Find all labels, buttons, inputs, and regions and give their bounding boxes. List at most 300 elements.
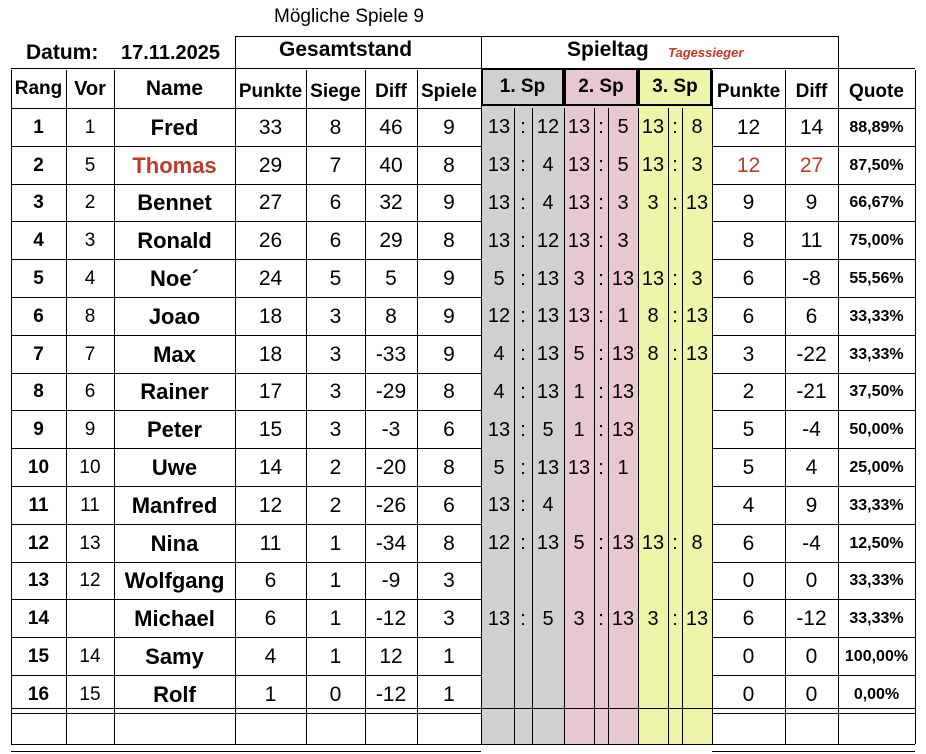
cell-diff: 46 <box>379 115 403 139</box>
cell-g2a: 3 <box>573 607 585 630</box>
cell-siege: 1 <box>329 607 342 631</box>
cell-vor: 10 <box>79 457 101 479</box>
cell-name: Nina <box>150 530 199 556</box>
cell-tp: 12 <box>736 153 761 177</box>
cell-tp: 0 <box>742 645 755 669</box>
cell-diff: 8 <box>385 304 397 328</box>
row-line <box>11 184 481 185</box>
cell-punkte: 6 <box>264 607 277 631</box>
score-separator: : <box>520 532 526 555</box>
score-separator: : <box>520 191 526 214</box>
header-tag-punkte: Punkte <box>716 81 781 102</box>
cell-name: Rainer <box>140 379 209 405</box>
cell-diff: -12 <box>375 607 407 631</box>
cell-rang: 1 <box>33 116 44 138</box>
cell-quote: 75,00% <box>849 232 904 250</box>
col-line <box>114 70 115 744</box>
cell-g2b: 13 <box>611 418 635 441</box>
cell-rang: 4 <box>33 230 44 252</box>
cell-siege: 6 <box>329 229 342 253</box>
cell-g1a: 13 <box>487 116 511 139</box>
cell-punkte: 29 <box>258 153 283 177</box>
cell-g1b: 12 <box>536 116 560 139</box>
cell-vor: 1 <box>84 116 96 138</box>
cell-g3b <box>682 374 712 412</box>
cell-g1b: 13 <box>536 305 560 328</box>
col-line <box>481 36 482 744</box>
cell-td: 0 <box>805 645 818 669</box>
cell-g3a: 8 <box>647 305 659 328</box>
cell-name: Bennet <box>137 190 212 216</box>
cell-rang: 2 <box>33 154 44 176</box>
cell-punkte: 6 <box>264 569 277 593</box>
score-separator: : <box>520 305 526 328</box>
col-line <box>11 70 12 744</box>
cell-td: 9 <box>805 191 818 215</box>
col-line <box>365 70 366 744</box>
cell-g2a <box>564 487 594 525</box>
cell-siege: 5 <box>329 267 342 291</box>
cell-punkte: 4 <box>264 645 277 669</box>
score-col-line <box>608 108 609 744</box>
cell-g1a: 13 <box>487 154 511 177</box>
row-line <box>712 373 915 374</box>
cell-vor: 4 <box>84 268 96 290</box>
cell-name: Joao <box>148 303 201 329</box>
cell-vor: 8 <box>84 305 96 327</box>
row-line <box>11 486 481 487</box>
cell-g2a: 1 <box>573 380 585 403</box>
score-separator: : <box>598 229 604 252</box>
cell-punkte: 1 <box>264 682 277 706</box>
cell-quote: 12,50% <box>849 534 904 552</box>
cell-g3a: 13 <box>641 267 665 290</box>
cell-siege: 3 <box>329 342 342 366</box>
cell-g3a: 3 <box>647 607 659 630</box>
cell-tp: 8 <box>742 229 755 253</box>
cell-siege: 3 <box>329 304 342 328</box>
header-vor: Vor <box>74 77 106 100</box>
cell-vor: 7 <box>84 343 96 365</box>
cell-g1b: 13 <box>536 380 560 403</box>
cell-g1b: 12 <box>536 229 560 252</box>
cell-g1b <box>532 638 564 676</box>
cell-vor: 15 <box>79 683 101 705</box>
cell-punkte: 14 <box>258 456 283 480</box>
cell-spiele: 9 <box>443 304 455 328</box>
cell-g1b: 4 <box>542 494 554 517</box>
row-line <box>712 448 915 449</box>
cell-g2b: 13 <box>611 343 635 366</box>
score-separator: : <box>598 380 604 403</box>
cell-g3a: 13 <box>641 154 665 177</box>
cell-td: 0 <box>805 682 818 706</box>
cell-g1b: 13 <box>536 267 560 290</box>
cell-tp: 4 <box>742 493 755 517</box>
cell-g3b: 13 <box>685 305 709 328</box>
cell-g3b: 13 <box>685 343 709 366</box>
cell-siege: 1 <box>329 645 342 669</box>
cell-g1a: 13 <box>487 191 511 214</box>
cell-g1a: 5 <box>493 267 505 290</box>
cell-vor: 2 <box>84 192 96 214</box>
cell-vor: 14 <box>79 646 101 668</box>
header-siege: Siege <box>310 81 361 102</box>
cell-diff: 32 <box>379 191 403 215</box>
spieltag-title: Spieltag <box>567 38 649 61</box>
cell-td: 11 <box>800 229 823 253</box>
cell-punkte: 17 <box>258 380 283 404</box>
cell-name: Max <box>153 341 196 367</box>
cell-spiele: 3 <box>443 569 455 593</box>
row-line <box>712 713 915 714</box>
header-top-line <box>11 68 915 69</box>
score-col-line <box>638 108 639 744</box>
row-line <box>11 637 481 638</box>
cell-g3a <box>638 222 668 260</box>
score-separator: : <box>520 343 526 366</box>
cell-diff: 12 <box>379 645 403 669</box>
col-line <box>417 70 418 744</box>
cell-g3b: 3 <box>691 154 703 177</box>
cell-name: Noe´ <box>150 266 199 292</box>
cell-g1a: 13 <box>487 607 511 630</box>
cell-g3b <box>682 449 712 487</box>
cell-quote: 33,33% <box>849 610 904 628</box>
cell-rang: 11 <box>28 494 49 516</box>
cell-tp: 2 <box>742 380 755 404</box>
score-separator: : <box>520 456 526 479</box>
cell-name: Wolfgang <box>124 568 225 594</box>
score-separator: : <box>520 229 526 252</box>
cell-spiele: 8 <box>443 380 455 404</box>
row-line <box>11 708 915 709</box>
cell-g2b: 13 <box>611 267 635 290</box>
cell-g2b: 13 <box>611 380 635 403</box>
cell-vor: 9 <box>84 419 96 441</box>
cell-g1a: 12 <box>487 532 511 555</box>
cell-tp: 6 <box>742 531 755 555</box>
col-line <box>306 70 307 744</box>
cell-rang: 9 <box>33 419 44 441</box>
cell-siege: 8 <box>329 115 342 139</box>
cell-g3b <box>682 563 712 601</box>
header-spiele: Spiele <box>421 81 477 102</box>
cell-g1a: 13 <box>487 229 511 252</box>
row-line <box>11 448 481 449</box>
cell-diff: -29 <box>375 380 407 404</box>
cell-g3a: 8 <box>647 343 659 366</box>
cell-g2b: 1 <box>617 305 629 328</box>
header-quote: Quote <box>849 81 904 102</box>
cell-g2b: 3 <box>617 191 629 214</box>
cell-diff: 29 <box>379 229 403 253</box>
cell-td: 14 <box>799 115 824 139</box>
cell-g2a <box>564 563 594 601</box>
cell-diff: -12 <box>375 682 407 706</box>
cell-rang: 12 <box>27 532 50 554</box>
cell-g2a: 3 <box>573 267 585 290</box>
cell-g2b <box>608 563 638 601</box>
cell-g2a: 13 <box>567 154 591 177</box>
cell-td: -22 <box>796 342 827 366</box>
cell-td: 9 <box>805 493 818 517</box>
row-line <box>712 108 915 109</box>
cell-spiele: 1 <box>443 682 455 706</box>
score-col-line <box>682 108 683 744</box>
cell-g1b <box>532 563 564 601</box>
cell-g3a <box>638 411 668 449</box>
cell-g3b: 13 <box>685 607 709 630</box>
cell-vor: 13 <box>79 532 101 554</box>
cell-g3a <box>638 563 668 601</box>
cell-tp: 5 <box>742 456 755 480</box>
cell-spiele: 9 <box>443 342 455 366</box>
cell-g1a: 13 <box>487 418 511 441</box>
cell-quote: 37,50% <box>849 383 904 401</box>
cell-tp: 3 <box>742 342 755 366</box>
cell-punkte: 27 <box>258 191 283 215</box>
cell-name: Thomas <box>132 152 217 178</box>
gesamtstand-title: Gesamtstand <box>279 38 413 61</box>
row-line <box>712 751 915 752</box>
cell-g2a: 13 <box>567 116 591 139</box>
cell-diff: -34 <box>375 531 407 555</box>
header-game2: 2. Sp <box>564 68 638 106</box>
cell-quote: 0,00% <box>853 685 900 703</box>
cell-rang: 3 <box>33 192 44 214</box>
cell-g2b <box>608 487 638 525</box>
header-game3: 3. Sp <box>638 68 712 106</box>
cell-diff: 40 <box>379 153 403 177</box>
row-line <box>712 562 915 563</box>
datum-value: 17.11.2025 <box>121 42 220 64</box>
cell-g3b <box>682 411 712 449</box>
score-separator: : <box>520 607 526 630</box>
cell-td: 4 <box>805 456 818 480</box>
row-line <box>712 410 915 411</box>
row-line <box>11 675 481 676</box>
cell-quote: 55,56% <box>849 270 904 288</box>
cell-quote: 88,89% <box>849 118 904 136</box>
cell-g3a <box>638 449 668 487</box>
cell-g1b: 4 <box>542 191 554 214</box>
score-separator: : <box>520 494 526 517</box>
cell-spiele: 8 <box>443 153 455 177</box>
cell-punkte: 24 <box>258 267 283 291</box>
cell-g1a: 13 <box>487 494 511 517</box>
cell-g1b: 4 <box>542 154 554 177</box>
title-top-line <box>235 36 839 37</box>
cell-spiele: 9 <box>443 191 455 215</box>
cell-rang: 10 <box>27 457 50 479</box>
caption: Mögliche Spiele 9 <box>274 6 424 27</box>
cell-quote: 25,00% <box>849 459 904 477</box>
cell-rang: 13 <box>27 570 50 592</box>
col-line <box>785 70 786 744</box>
cell-diff: -20 <box>375 456 407 480</box>
cell-tp: 6 <box>742 304 755 328</box>
cell-td: -8 <box>802 267 821 291</box>
score-separator: : <box>520 154 526 177</box>
cell-rang: 7 <box>33 343 44 365</box>
cell-g1a: 12 <box>487 305 511 328</box>
cell-td: 0 <box>805 569 818 593</box>
col-line <box>66 70 67 744</box>
row-line <box>712 335 915 336</box>
cell-punkte: 26 <box>258 229 283 253</box>
cell-spiele: 8 <box>443 456 455 480</box>
cell-g1a: 4 <box>493 380 505 403</box>
cell-siege: 7 <box>329 153 342 177</box>
cell-g2a: 13 <box>567 305 591 328</box>
header-punkte: Punkte <box>238 81 303 102</box>
cell-tp: 6 <box>742 607 755 631</box>
row-line <box>11 146 481 147</box>
row-line <box>11 221 481 222</box>
score-separator: : <box>598 191 604 214</box>
cell-rang: 15 <box>27 646 50 668</box>
cell-rang: 8 <box>33 381 44 403</box>
cell-vor: 6 <box>84 381 96 403</box>
cell-spiele: 8 <box>443 229 455 253</box>
cell-tp: 6 <box>742 267 755 291</box>
row-line <box>11 108 481 109</box>
cell-td: -4 <box>802 531 821 555</box>
cell-tp: 9 <box>742 191 755 215</box>
score-col-line <box>594 108 595 744</box>
cell-g2b: 3 <box>617 229 629 252</box>
cell-diff: 5 <box>385 267 397 291</box>
cell-td: 6 <box>805 304 818 328</box>
score-separator: : <box>598 607 604 630</box>
score-separator: : <box>598 418 604 441</box>
score-separator: : <box>672 305 678 328</box>
score-separator: : <box>598 154 604 177</box>
score-col-line <box>514 108 515 744</box>
cell-g3a <box>638 374 668 412</box>
cell-rang: 16 <box>27 683 50 705</box>
cell-quote: 100,00% <box>844 648 909 666</box>
score-separator: : <box>520 267 526 290</box>
row-line <box>712 259 915 260</box>
cell-vor: 5 <box>84 154 96 176</box>
cell-g3a <box>638 638 668 676</box>
cell-g3a: 13 <box>641 532 665 555</box>
header-rang: Rang <box>14 78 63 99</box>
score-separator: : <box>672 532 678 555</box>
cell-g3b: 13 <box>685 191 709 214</box>
score-separator: : <box>598 116 604 139</box>
score-separator: : <box>598 267 604 290</box>
cell-g2b <box>608 638 638 676</box>
col-line <box>712 70 713 744</box>
cell-g2a: 5 <box>573 532 585 555</box>
cell-rang: 5 <box>33 268 44 290</box>
cell-siege: 3 <box>329 380 342 404</box>
tagessieger-label: Tagessieger <box>668 45 744 60</box>
score-separator: : <box>520 116 526 139</box>
cell-siege: 2 <box>329 456 342 480</box>
cell-diff: -9 <box>381 569 401 593</box>
score-separator: : <box>672 116 678 139</box>
row-line <box>712 599 915 600</box>
cell-g2a: 13 <box>567 191 591 214</box>
cell-quote: 33,33% <box>849 496 904 514</box>
cell-spiele: 1 <box>443 645 455 669</box>
cell-diff: -26 <box>375 493 407 517</box>
cell-spiele: 6 <box>443 418 455 442</box>
score-separator: : <box>598 305 604 328</box>
cell-g3b: 8 <box>691 532 703 555</box>
cell-quote: 50,00% <box>849 421 904 439</box>
cell-g1b: 13 <box>536 532 560 555</box>
cell-td: 27 <box>799 153 824 177</box>
score-separator: : <box>598 532 604 555</box>
cell-g1b: 5 <box>542 418 554 441</box>
cell-punkte: 18 <box>258 304 283 328</box>
score-col-line <box>668 108 669 744</box>
row-line <box>11 335 481 336</box>
cell-siege: 0 <box>329 682 342 706</box>
row-line <box>11 297 481 298</box>
cell-spiele: 3 <box>443 607 455 631</box>
cell-siege: 2 <box>329 493 342 517</box>
cell-g2b: 5 <box>617 154 629 177</box>
score-separator: : <box>520 418 526 441</box>
cell-tp: 0 <box>742 569 755 593</box>
cell-g2b: 1 <box>617 456 629 479</box>
score-separator: : <box>672 607 678 630</box>
cell-td: -21 <box>796 380 827 404</box>
cell-g2b: 5 <box>617 116 629 139</box>
cell-quote: 66,67% <box>849 194 904 212</box>
cell-quote: 33,33% <box>849 572 904 590</box>
cell-punkte: 11 <box>259 531 282 555</box>
cell-g3a: 13 <box>641 116 665 139</box>
bottom-line <box>11 744 915 745</box>
cell-punkte: 15 <box>258 418 283 442</box>
cell-name: Fred <box>150 114 199 140</box>
cell-quote: 33,33% <box>849 307 904 325</box>
cell-g3b <box>682 487 712 525</box>
cell-g2a: 13 <box>567 456 591 479</box>
row-line <box>712 486 915 487</box>
cell-spiele: 9 <box>443 115 455 139</box>
cell-name: Manfred <box>131 492 218 518</box>
cell-g1a <box>484 563 514 601</box>
cell-name: Peter <box>146 417 203 443</box>
cell-spiele: 6 <box>443 493 455 517</box>
cell-tp: 0 <box>742 682 755 706</box>
row-line <box>712 297 915 298</box>
score-separator: : <box>520 380 526 403</box>
cell-rang: 6 <box>33 305 44 327</box>
row-line <box>11 373 481 374</box>
cell-siege: 6 <box>329 191 342 215</box>
score-separator: : <box>672 267 678 290</box>
cell-rang: 14 <box>27 608 50 630</box>
row-line <box>712 675 915 676</box>
cell-punkte: 12 <box>258 493 283 517</box>
cell-siege: 1 <box>329 569 342 593</box>
cell-siege: 3 <box>329 418 342 442</box>
cell-tp: 12 <box>736 115 761 139</box>
cell-g3b <box>682 222 712 260</box>
cell-g3b <box>682 638 712 676</box>
row-line <box>11 751 481 752</box>
row-line <box>11 562 481 563</box>
